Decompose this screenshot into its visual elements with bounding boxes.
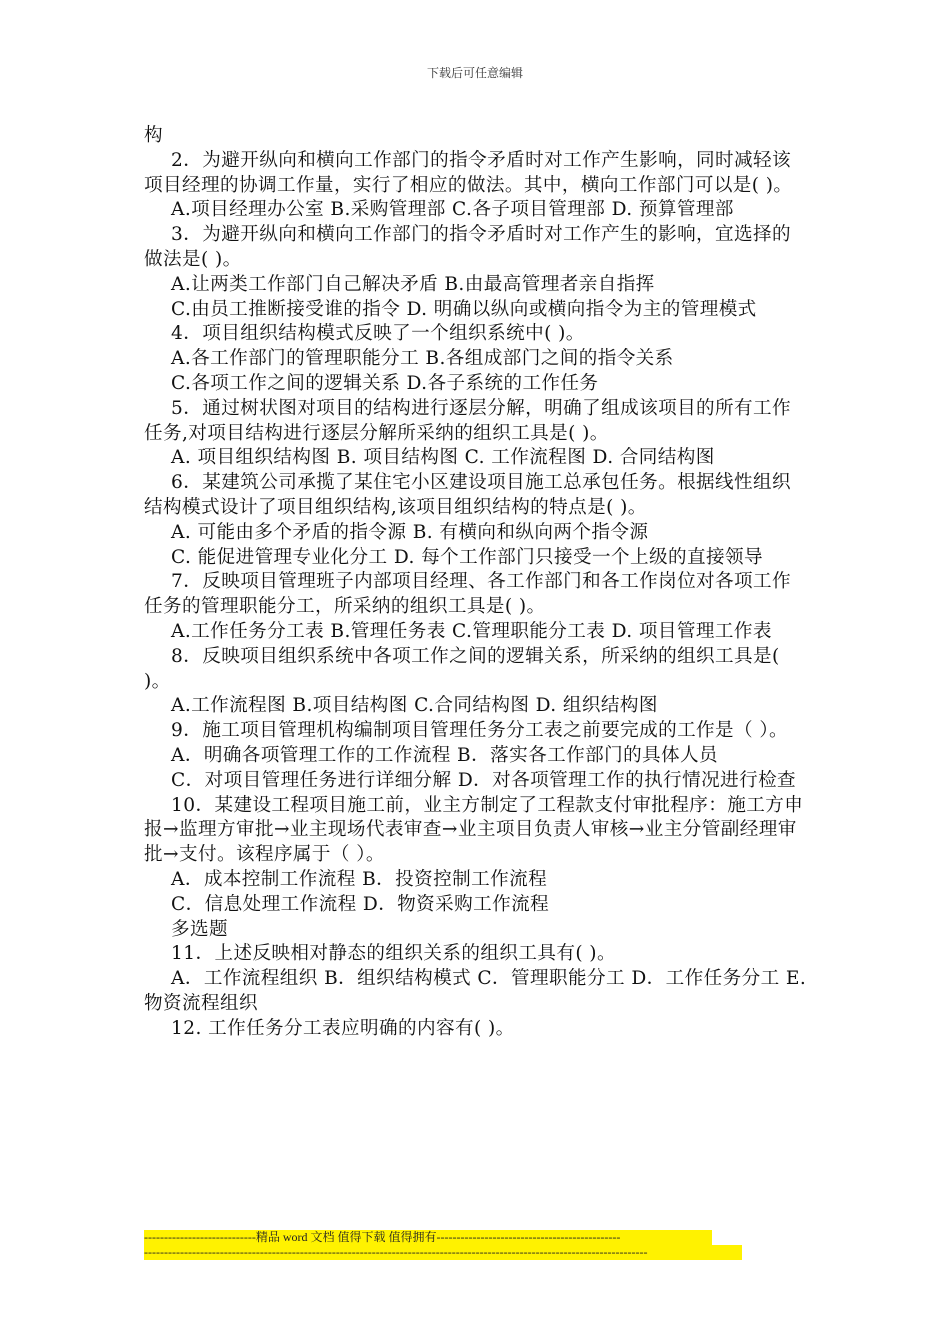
text-paragraph: A.让两类工作部门自己解决矛盾 B.由最高管理者亲自指挥	[171, 273, 655, 295]
text-paragraph: 2．为避开纵向和横向工作部门的指令矛盾时对工作产生影响，同时减轻该项目经理的协调工作量，实行了相应的做法。其中，横向工作部门可以是( )。	[144, 149, 793, 196]
text-paragraph: 构	[144, 125, 163, 146]
text-paragraph: A. 项目组织结构图 B. 项目结构图 C. 工作流程图 D. 合同结构图	[171, 447, 715, 469]
text-paragraph: A.项目经理办公室 B.采购管理部 C.各子项目管理部 D. 预算管理部	[171, 199, 734, 221]
text-paragraph: 9．施工项目管理机构编制项目管理任务分工表之前要完成的工作是（ ）。	[171, 720, 789, 742]
text-paragraph: 5．通过树状图对项目的结构进行逐层分解，明确了组成该项目的所有工作任务,对项目结构进行逐层分解所采纳的组织工具是( )。	[144, 397, 792, 444]
text-paragraph: A.各工作部门的管理职能分工 B.各组成部门之间的指令关系	[171, 348, 674, 370]
text-paragraph: 4．项目组织结构模式反映了一个组织系统中( )。	[171, 323, 585, 345]
text-paragraph: A．明确各项管理工作的工作流程 B．落实各工作部门的具体人员	[171, 744, 719, 766]
text-paragraph: C.各项工作之间的逻辑关系 D.各子系统的工作任务	[171, 372, 599, 394]
text-paragraph: A.工作流程图 B.项目结构图 C.合同结构图 D. 组织结构图	[171, 695, 658, 717]
text-paragraph: C．信息处理工作流程 D．物资采购工作流程	[171, 893, 550, 915]
text-paragraph: 3．为避开纵向和横向工作部门的指令矛盾时对工作产生的影响，宜选择的做法是( )。	[144, 224, 792, 270]
footer-banner	[144, 1230, 742, 1260]
document-body	[144, 124, 810, 1041]
text-paragraph: A.工作任务分工表 B.管理任务表 C.管理职能分工表 D. 项目管理工作表	[171, 620, 772, 642]
footer-banner-line-1: ----------------------------精品 word 文档 值得下载 值得拥有----------------------------------------------	[144, 1230, 712, 1245]
text-paragraph: 多选题	[171, 918, 228, 940]
text-paragraph: A．工作流程组织 B．组织结构模式 C．管理职能分工 D．工作任务分工 E. 物资流程组织	[144, 968, 807, 1014]
text-paragraph: 8．反映项目组织系统中各项工作之间的逻辑关系，所采纳的组织工具是( )。	[144, 645, 780, 692]
text-paragraph: 12. 工作任务分工表应明确的内容有( )。	[171, 1017, 515, 1039]
footer-banner-line-2: ------------------------------------------------------------------------------------------------------------------------------	[144, 1245, 742, 1260]
text-paragraph: 7．反映项目管理班子内部项目经理、各工作部门和各工作岗位对各项工作任务的管理职能分工，所采纳的组织工具是( )。	[144, 571, 792, 618]
text-paragraph: C. 能促进管理专业化分工 D. 每个工作部门只接受一个上级的直接领导	[171, 546, 763, 568]
text-paragraph: C．对项目管理任务进行详细分解 D．对各项管理工作的执行情况进行检查	[171, 769, 797, 791]
text-paragraph: C.由员工推断接受谁的指令 D. 明确以纵向或横向指令为主的管理模式	[171, 298, 757, 320]
text-paragraph: 6．某建筑公司承揽了某住宅小区建设项目施工总承包任务。根据线性组织结构模式设计了项目组织结构,该项目组织结构的特点是( )。	[144, 472, 792, 518]
page-header: 下载后可任意编辑	[426, 66, 523, 80]
text-paragraph: A. 可能由多个矛盾的指令源 B. 有横向和纵向两个指令源	[171, 521, 649, 543]
text-paragraph: 10．某建设工程项目施工前，业主方制定了工程款支付审批程序：施工方申报→监理方审批→业主现场代表审查→业主项目负责人审核→业主分管副经理审批→支付。该程序属于（ ）。	[144, 794, 804, 866]
text-paragraph: A．成本控制工作流程 B．投资控制工作流程	[171, 868, 548, 890]
text-paragraph: 11．上述反映相对静态的组织关系的组织工具有( )。	[171, 943, 616, 965]
